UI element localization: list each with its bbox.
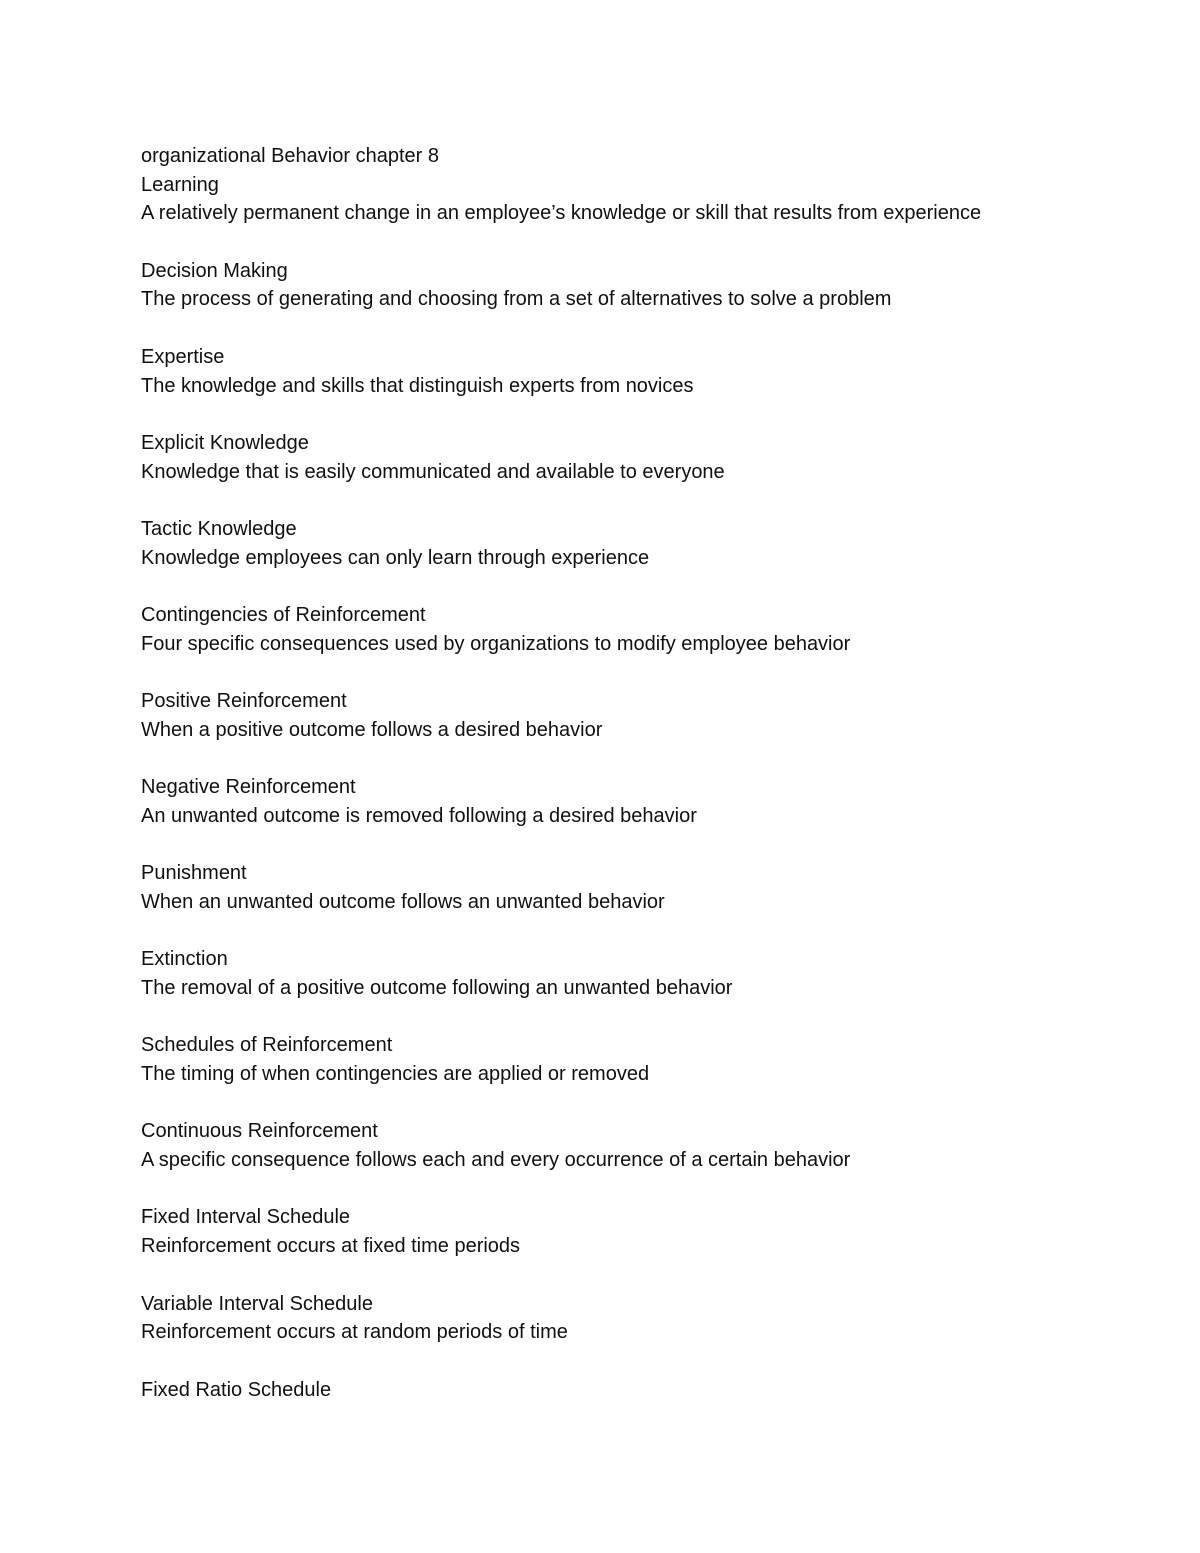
definition: A specific consequence follows each and every occurrence of a certain behavior	[141, 1149, 851, 1172]
definition: The timing of when contingencies are applied or removed	[141, 1063, 650, 1085]
term: Variable Interval Schedule	[141, 1292, 373, 1315]
glossary-entry	[141, 601, 1141, 658]
term: Schedules of Reinforcement	[141, 1034, 393, 1057]
definition: The knowledge and skills that distinguish experts from novices	[141, 374, 694, 397]
definition: An unwanted outcome is removed following a desired behavior	[141, 804, 697, 827]
glossary-entry	[141, 515, 1141, 572]
definition: When a positive outcome follows a desired behavior	[141, 718, 603, 741]
glossary-entry	[141, 945, 1141, 1002]
definition: When an unwanted outcome follows an unwanted behavior	[141, 890, 665, 913]
definition: A relatively permanent change in an employee’s knowledge or skill that results from experience	[141, 202, 982, 225]
term: Decision Making	[141, 259, 288, 282]
glossary-entry	[141, 1117, 1141, 1174]
term: Fixed Interval Schedule	[141, 1206, 351, 1229]
document-title: organizational Behavior chapter 8	[141, 145, 439, 167]
term: Extinction	[141, 948, 228, 971]
term: Explicit Knowledge	[141, 431, 309, 454]
definition: The removal of a positive outcome following an unwanted behavior	[141, 976, 733, 999]
definition: Four specific consequences used by organizations to modify employee behavior	[141, 632, 851, 655]
term: Positive Reinforcement	[141, 690, 347, 713]
glossary-entry	[141, 687, 1141, 744]
definition: Knowledge employees can only learn through experience	[141, 546, 650, 569]
term: Expertise	[141, 345, 225, 368]
definition: Reinforcement occurs at fixed time periods	[141, 1235, 521, 1258]
term: Continuous Reinforcement	[141, 1120, 378, 1143]
glossary-entry	[141, 171, 1141, 228]
glossary-entry	[141, 1031, 1141, 1088]
glossary-entry	[141, 1290, 1141, 1347]
glossary-entry	[141, 773, 1141, 830]
term: Tactic Knowledge	[141, 517, 297, 540]
glossary-entry	[141, 257, 1141, 314]
glossary-entry	[141, 429, 1141, 486]
glossary-entry	[141, 1376, 1141, 1405]
glossary-entry	[141, 343, 1141, 400]
definition: Reinforcement occurs at random periods of time	[141, 1321, 568, 1344]
term: Negative Reinforcement	[141, 776, 356, 799]
term: Contingencies of Reinforcement	[141, 604, 426, 626]
term: Fixed Ratio Schedule	[141, 1378, 332, 1401]
definition: Knowledge that is easily communicated and available to everyone	[141, 460, 725, 483]
definition: The process of generating and choosing from a set of alternatives to solve a problem	[141, 288, 892, 311]
term: Learning	[141, 173, 219, 196]
term: Punishment	[141, 862, 247, 885]
glossary-entry	[141, 859, 1141, 916]
glossary-entry	[141, 1203, 1141, 1260]
document-body	[141, 142, 1141, 1404]
